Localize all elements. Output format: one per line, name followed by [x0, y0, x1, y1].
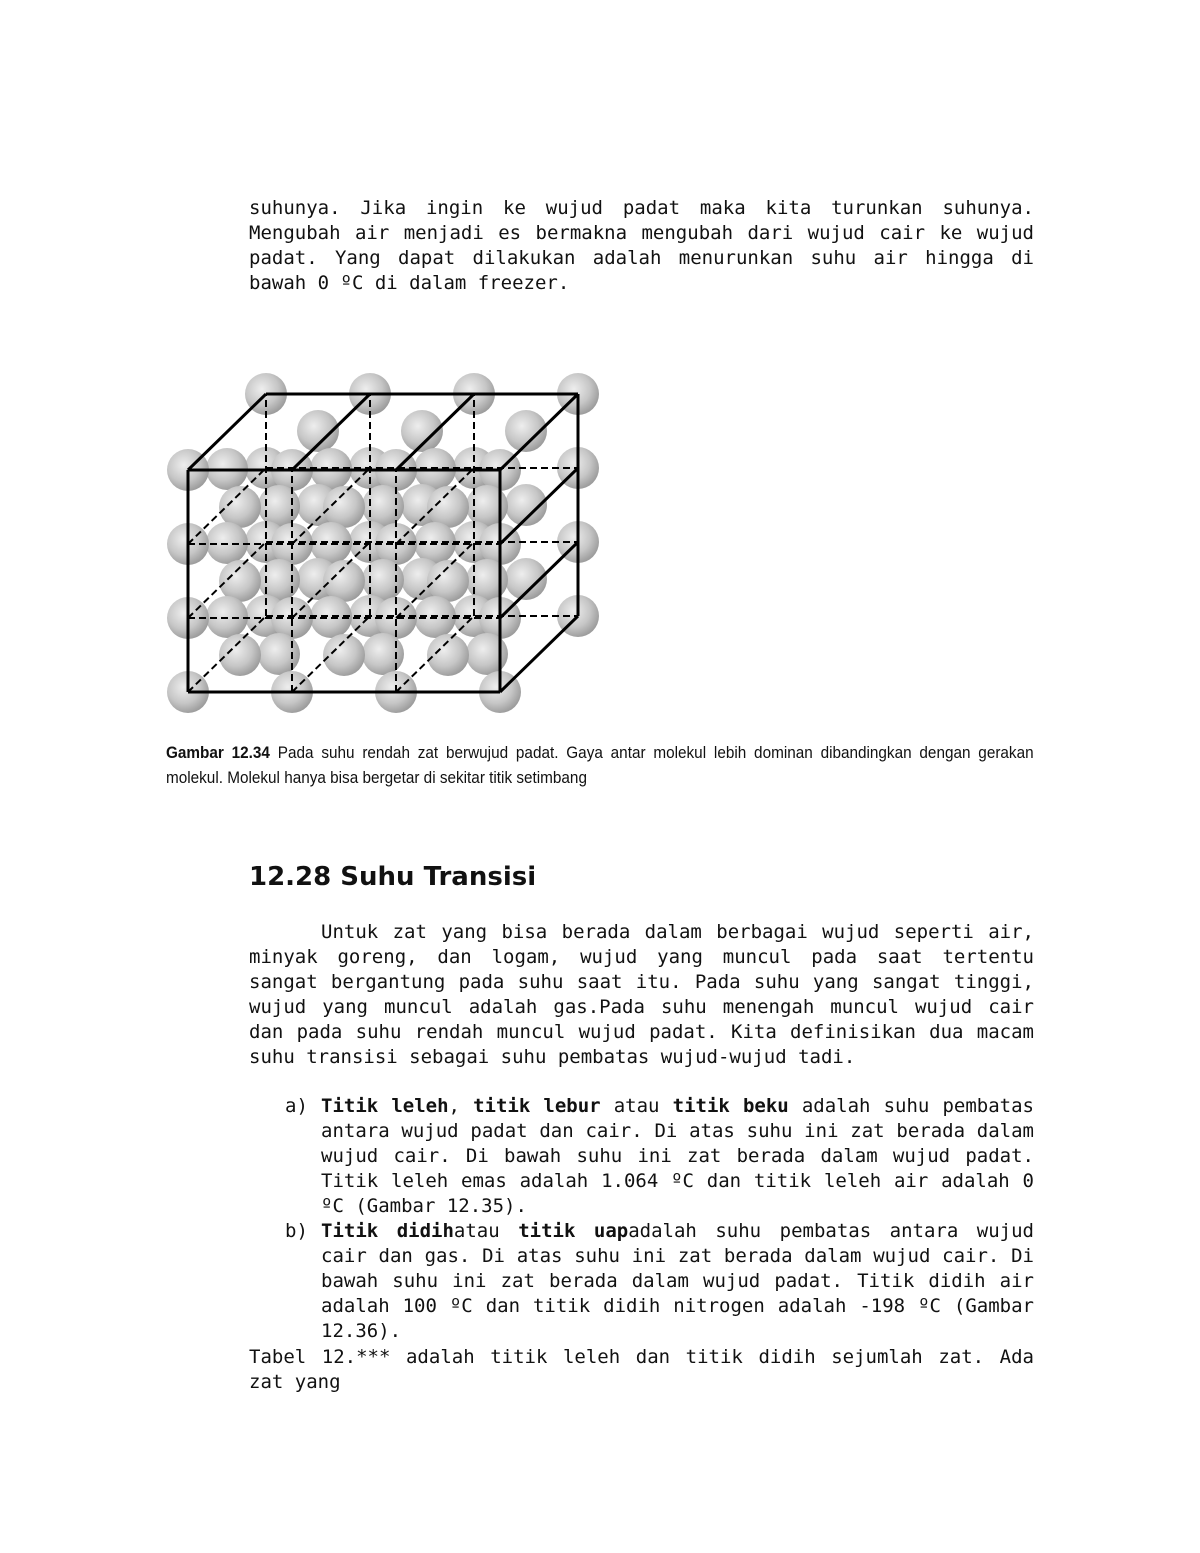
intro-paragraph: suhunya. Jika ingin ke wujud padat maka kita turunkan suhunya. Mengubah air menjadi es bermakna mengubah dari wujud cair ke wujud padat. Yang dapat dilakukan adalah menurunkan suhu air hingga di bawah 0 ºC di dalam freezer.	[249, 197, 1034, 294]
molecule-sphere	[219, 634, 261, 676]
separator: ,	[448, 1095, 474, 1117]
separator: atau	[600, 1095, 673, 1117]
term-titik-leleh: Titik leleh	[321, 1095, 449, 1117]
molecule-sphere	[427, 560, 469, 602]
list-item-a	[249, 1094, 1034, 1219]
crystal-lattice-diagram	[160, 360, 610, 730]
molecule-sphere	[219, 486, 261, 528]
molecule-sphere	[427, 634, 469, 676]
separator: atau	[453, 1220, 519, 1242]
molecule-sphere	[219, 560, 261, 602]
molecule-sphere	[258, 485, 300, 527]
molecule-sphere	[323, 560, 365, 602]
definition-text: adalah suhu pembatas antara wujud cair dan gas. Di atas suhu ini zat berada dalam wujud cair. Di bawah suhu ini zat berada dalam wujud padat. Titik didih air adalah 100 ºC dan titik didih nitrogen adalah -198 ºC (Gambar 12.36).	[321, 1220, 1034, 1342]
molecule-sphere	[258, 559, 300, 601]
definition-list	[249, 1094, 1034, 1344]
caption-text: Pada suhu rendah zat berwujud padat. Gaya antar molekul lebih dominan dibandingkan dengan gerakan molekul. Molekul hanya bisa bergetar di sekitar titik setimbang	[166, 743, 1034, 787]
list-marker: b)	[285, 1220, 308, 1242]
caption-label: Gambar 12.34	[166, 743, 270, 762]
figure-caption	[166, 740, 1034, 790]
section-paragraph: Untuk zat yang bisa berada dalam berbagai wujud seperti air, minyak goreng, dan logam, wujud yang muncul pada saat tertentu sangat bergantung pada suhu saat itu. Pada suhu yang sangat tinggi, wujud yang muncul adalah gas.Pada suhu menengah muncul wujud cair dan pada suhu rendah muncul wujud padat. Kita definisikan dua macam suhu transisi sebagai suhu pembatas wujud-wujud tadi.	[249, 921, 1034, 1068]
tabel-paragraph: Tabel 12.*** adalah titik leleh dan titik didih sejumlah zat. Ada zat yang	[249, 1346, 1034, 1393]
molecule-sphere	[466, 559, 508, 601]
molecule-sphere	[362, 485, 404, 527]
term-titik-didih: Titik didih	[321, 1220, 454, 1242]
molecule-sphere	[427, 486, 469, 528]
section-heading: 12.28 Suhu Transisi	[249, 862, 537, 892]
definition-text: adalah suhu pembatas antara wujud padat dan cair. Di atas suhu ini zat berada dalam wujud cair. Di bawah suhu ini zat berada dalam wujud padat. Titik leleh emas adalah 1.064 ºC dan titik leleh air adalah 0 ºC (Gambar 12.35).	[321, 1095, 1034, 1217]
molecule-sphere	[466, 485, 508, 527]
molecule-sphere	[258, 633, 300, 675]
molecule-sphere	[466, 633, 508, 675]
list-marker: a)	[285, 1095, 308, 1117]
molecule-sphere	[362, 633, 404, 675]
molecule-sphere	[362, 559, 404, 601]
term-titik-lebur: titik lebur	[473, 1095, 601, 1117]
molecule-sphere	[323, 634, 365, 676]
list-item-b	[249, 1219, 1034, 1344]
term-titik-beku: titik beku	[672, 1095, 789, 1117]
term-titik-uap: titik uap	[518, 1220, 629, 1242]
molecule-sphere	[323, 486, 365, 528]
crystal-lattice-figure	[160, 360, 610, 730]
